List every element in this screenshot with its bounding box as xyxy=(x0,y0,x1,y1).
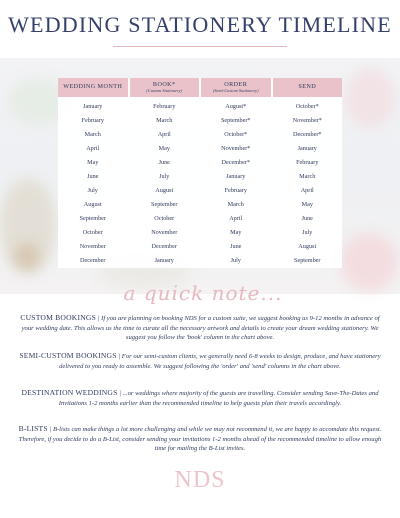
table-cell: June xyxy=(158,158,170,166)
table-cell: April xyxy=(157,130,171,138)
table-cell: September xyxy=(151,200,178,208)
column-book xyxy=(130,78,200,268)
column-header xyxy=(273,78,343,97)
paragraph-body: | B-lists can make things a lot more challenging and while we may not recommend it, we are happy to accomdate this request. Therefore, if you decide to do a B-List, consider sending your invitations 1-2 months ahead of the recommended timeline to allow enough time for mailing the B-List invites. xyxy=(18,426,382,453)
column-header xyxy=(58,78,128,97)
table-cell: May xyxy=(301,200,313,208)
table-cell: July xyxy=(87,186,98,194)
b-lists-paragraph xyxy=(14,423,386,454)
flower-shape xyxy=(340,233,398,291)
column-header-sublabel: (Custom Stationery) xyxy=(146,87,183,93)
nds-logo: NDS xyxy=(174,467,226,493)
table-cell: February xyxy=(153,102,176,110)
table-cell: August xyxy=(83,200,102,208)
table-cell: February xyxy=(81,116,104,124)
table-cell: January xyxy=(297,144,317,152)
table-cell: October* xyxy=(295,102,319,110)
table-cell: December xyxy=(80,256,106,264)
table-cell: January xyxy=(154,256,174,264)
semi-custom-paragraph xyxy=(14,350,386,371)
table-cell: November xyxy=(151,228,178,236)
custom-bookings-paragraph xyxy=(14,312,386,343)
column-header-label: ORDER xyxy=(224,81,248,89)
title-divider xyxy=(113,46,287,47)
column-header xyxy=(201,78,271,97)
table-cell: November* xyxy=(292,116,322,124)
table-cell: December* xyxy=(292,130,322,138)
column-header-label: BOOK* xyxy=(152,81,176,89)
table-cell: May xyxy=(87,158,99,166)
table-cell: August* xyxy=(225,102,247,110)
flower-shape xyxy=(345,68,395,128)
column-header xyxy=(130,78,200,97)
paragraph-body: | For our semi-custom clients, we generally need 6-8 weeks to design, produce, and have stationery delivered to you ready to assemble. We suggest following the 'order' and 'send' columns in the chart above. xyxy=(59,353,381,370)
column-wedding-month xyxy=(58,78,128,268)
page-title: WEDDING STATIONERY TIMELINE xyxy=(8,12,392,37)
quick-note-heading: a quick note... xyxy=(123,281,283,305)
table-cell: March xyxy=(156,116,173,124)
table-cell: October* xyxy=(224,130,248,138)
paragraph-heading: B-LISTS xyxy=(18,424,48,433)
table-cell: July xyxy=(159,172,170,180)
column-order xyxy=(201,78,271,268)
table-cell: December xyxy=(151,242,177,250)
table-cell: March xyxy=(299,172,316,180)
table-cell: September* xyxy=(220,116,251,124)
table-cell: March xyxy=(227,200,244,208)
table-cell: May xyxy=(158,144,170,152)
table-cell: October xyxy=(82,228,103,236)
paragraph-body: | If you are planning on booking NDS for a custom suite, we suggest booking us 9-12 months in advance of your wedding date. This allows us the time to curate all the necessary artwork and details to create your dream wedding stationery. We suggest you follow the 'book' column in the chart above. xyxy=(21,315,380,342)
table-cell: April xyxy=(300,186,314,194)
table-cell: January xyxy=(83,102,103,110)
table-cell: November xyxy=(79,242,106,250)
column-header-label: WEDDING MONTH xyxy=(63,83,123,91)
table-cell: November* xyxy=(221,144,251,152)
table-cell: June xyxy=(301,214,313,222)
table-cell: April xyxy=(229,214,243,222)
table-cell: June xyxy=(230,242,242,250)
table-cell: December* xyxy=(221,158,250,166)
table-cell: August xyxy=(298,242,317,250)
column-header-sublabel: (Semi-Custom Stationery) xyxy=(212,87,259,93)
table-cell: January xyxy=(226,172,246,180)
column-header-label: SEND xyxy=(298,83,317,91)
paragraph-heading: SEMI-CUSTOM BOOKINGS xyxy=(19,351,117,360)
paragraph-heading: CUSTOM BOOKINGS xyxy=(20,313,97,322)
stamp-shape xyxy=(14,243,40,269)
table-cell: July xyxy=(302,228,313,236)
table-cell: June xyxy=(87,172,99,180)
table-cell: February xyxy=(224,186,247,194)
timeline-table xyxy=(58,78,342,268)
table-cell: March xyxy=(84,130,101,138)
table-cell: February xyxy=(296,158,319,166)
table-cell: October xyxy=(154,214,175,222)
table-cell: September xyxy=(294,256,321,264)
table-cell: May xyxy=(230,228,242,236)
table-cell: April xyxy=(86,144,100,152)
table-cell: September xyxy=(79,214,106,222)
column-send xyxy=(273,78,343,268)
table-cell: July xyxy=(230,256,241,264)
paragraph-heading: DESTINATION WEDDINGS xyxy=(21,388,118,397)
paragraph-body: | ...or weddings where majority of the guests are travelling. Consider sending Save-The-Dates and Invitations 1-2 months earlier than the recommended timeline to help guests plan their travels accordingly. xyxy=(58,390,379,407)
table-cell: August xyxy=(155,186,174,194)
destination-weddings-paragraph xyxy=(14,387,386,408)
